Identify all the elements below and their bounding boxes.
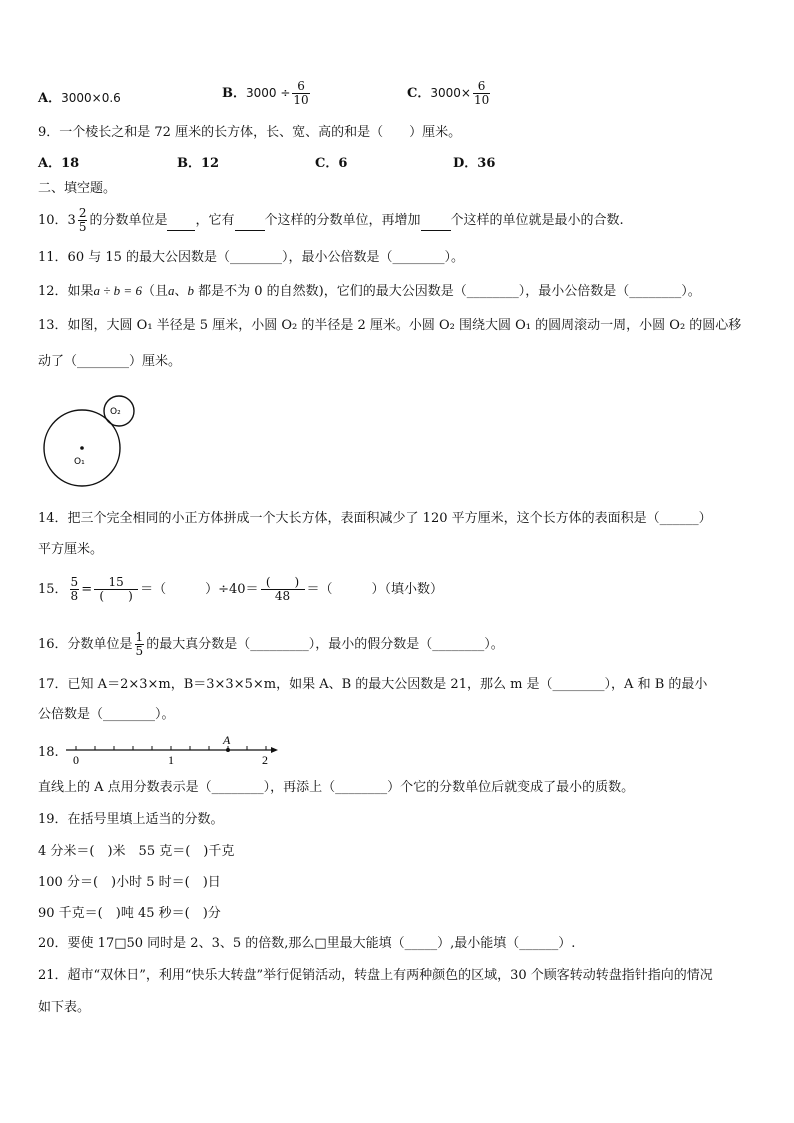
q8-option-c-whole: 3000× xyxy=(430,86,471,100)
q12-var-a: a xyxy=(167,283,175,298)
q16-prefix: 16．分数单位是 xyxy=(38,637,133,652)
q14-line-2: 平方厘米。 xyxy=(38,542,104,557)
q10-text-3: 个这样的分数单位，再增加 xyxy=(264,213,421,228)
q13-circles-figure xyxy=(40,392,140,492)
q12-var-b: b xyxy=(187,283,194,298)
q18-number: 18. xyxy=(38,745,59,760)
q8-option-a-label: A． xyxy=(38,91,62,106)
section-title: 二、填空题。 xyxy=(38,181,117,196)
q9-option-b: B．12 xyxy=(177,156,220,171)
q9-option-d: D．36 xyxy=(453,156,496,171)
q10-text-1: 的分数单位是 xyxy=(89,213,168,228)
q10-text-4: 个这样的单位就是最小的合数. xyxy=(450,213,624,228)
q18-point-a xyxy=(226,748,230,752)
q10-blank-2 xyxy=(235,212,265,231)
q18-axis-arrow xyxy=(271,747,278,753)
q13-line-1: 13．如图，大圆 O₁ 半径是 5 厘米，小圆 O₂ 的半径是 2 厘米。小圆 O₂ 围绕大圆 O₁ 的圆周滚动一周，小圆 O₂ 的圆心移 xyxy=(38,318,742,333)
q18-line-2: 直线上的 A 点用分数表示是（________），再添上（________）个它的分数单位后就变成了最小的质数。 xyxy=(38,780,635,795)
q12 xyxy=(38,282,701,301)
q8-option-a xyxy=(38,89,121,108)
q19-row-1: 4 分米＝( )米 55 克＝( )千克 xyxy=(38,844,235,859)
q16-rest: 的最大真分数是（_________），最小的假分数是（________）。 xyxy=(146,637,504,652)
q12-rest: 都是不为 0 的自然数)，它们的最大公因数是（________），最小公倍数是（________）。 xyxy=(194,284,701,299)
q19-row-2: 100 分＝( )小时 5 时＝( )日 xyxy=(38,875,221,890)
q15-middle: ＝（ ）÷40＝ xyxy=(140,582,259,597)
q18-number-line xyxy=(62,732,282,768)
q8-option-b-label: B． xyxy=(222,86,246,101)
q11: 11．60 与 15 的最大公因数是（________），最小公倍数是（________）。 xyxy=(38,250,465,265)
q9-option-c: C．6 xyxy=(315,156,348,171)
q15-fraction-1: $\frac{5}{8}$ xyxy=(70,575,79,603)
q10-text-2: ，它有 xyxy=(195,213,235,228)
q12-mid: （且 xyxy=(141,284,168,299)
q10-mixed-fraction: $\frac{2}{5}$ xyxy=(78,206,87,234)
q9-option-a: A．18 xyxy=(38,156,80,171)
q18-tick-label-0: 0 xyxy=(73,753,79,767)
q13-big-circle-center xyxy=(80,446,84,450)
q10-mixed-whole: 3 xyxy=(67,213,76,228)
q9-stem: 9．一个棱长之和是 72 厘米的长方体，长、宽、高的和是（ ）厘米。 xyxy=(38,125,462,140)
q19-row-3: 90 千克＝( )吨 45 秒＝( )分 xyxy=(38,906,221,921)
q12-prefix: 12．如果 xyxy=(38,284,94,299)
q8-option-c-label: C． xyxy=(407,86,431,101)
q8-option-b-den: 10 xyxy=(293,93,309,107)
q16 xyxy=(38,631,504,658)
q13-big-circle-label: O₁ xyxy=(74,457,85,467)
q19-title: 19．在括号里填上适当的分数。 xyxy=(38,812,224,827)
q8-option-c-fraction xyxy=(473,80,490,107)
q8-option-c-den: 10 xyxy=(473,93,490,107)
q14-line-1: 14．把三个完全相同的小正方体拼成一个大长方体，表面积减少了 120 平方厘米，这个长方体的表面积是（______） xyxy=(38,511,712,526)
q8-option-b-whole: 3000 ÷ xyxy=(246,86,291,100)
q15-number: 15． xyxy=(38,582,68,597)
q15-tail: ＝（ ）（填小数） xyxy=(306,582,444,597)
q13-small-circle-label: O₂ xyxy=(110,407,121,417)
q8-option-c xyxy=(407,80,492,107)
q10-blank-1 xyxy=(167,212,195,231)
q13-line-2: 动了（________）厘米。 xyxy=(38,354,182,369)
q8-option-b-fraction xyxy=(292,80,309,107)
q12-sep: 、 xyxy=(174,284,188,299)
q10 xyxy=(38,207,624,234)
q20: 20．要使 17□50 同时是 2、3、5 的倍数,那么□里最大能填（_____）,最小能填（______）. xyxy=(38,936,576,951)
q15-equals: = xyxy=(81,582,93,597)
q21-line-2: 如下表。 xyxy=(38,1000,91,1015)
q15-fraction-3: $\frac{( )}{48}$ xyxy=(261,576,305,603)
q18-point-a-label: A xyxy=(223,733,231,747)
q8-option-b-num: 6 xyxy=(292,80,309,94)
q15 xyxy=(38,576,443,603)
q18-tick-label-1: 1 xyxy=(168,753,174,767)
q16-fraction: $\frac{1}{5}$ xyxy=(135,630,144,658)
q8-option-b xyxy=(222,80,312,107)
q10-blank-3 xyxy=(421,212,451,231)
q17-line-2: 公倍数是（________）。 xyxy=(38,707,175,722)
q8-option-a-expr: 3000×0.6 xyxy=(61,91,121,105)
q12-expression: a ÷ b = 6 xyxy=(93,283,142,298)
q18-tick-label-2: 2 xyxy=(262,753,268,767)
q21-line-1: 21．超市“双休日”，利用“快乐大转盘”举行促销活动，转盘上有两种颜色的区域，30 个顾客转动转盘指针指向的情况 xyxy=(38,968,713,983)
q15-fraction-2: $\frac{15}{( )}$ xyxy=(94,576,138,603)
q10-number: 10． xyxy=(38,213,68,228)
q8-option-c-num: 6 xyxy=(473,80,490,94)
q17-line-1: 17．已知 A＝2×3×m，B＝3×3×5×m，如果 A、B 的最大公因数是 21，那么 m 是（________），A 和 B 的最小 xyxy=(38,677,708,692)
